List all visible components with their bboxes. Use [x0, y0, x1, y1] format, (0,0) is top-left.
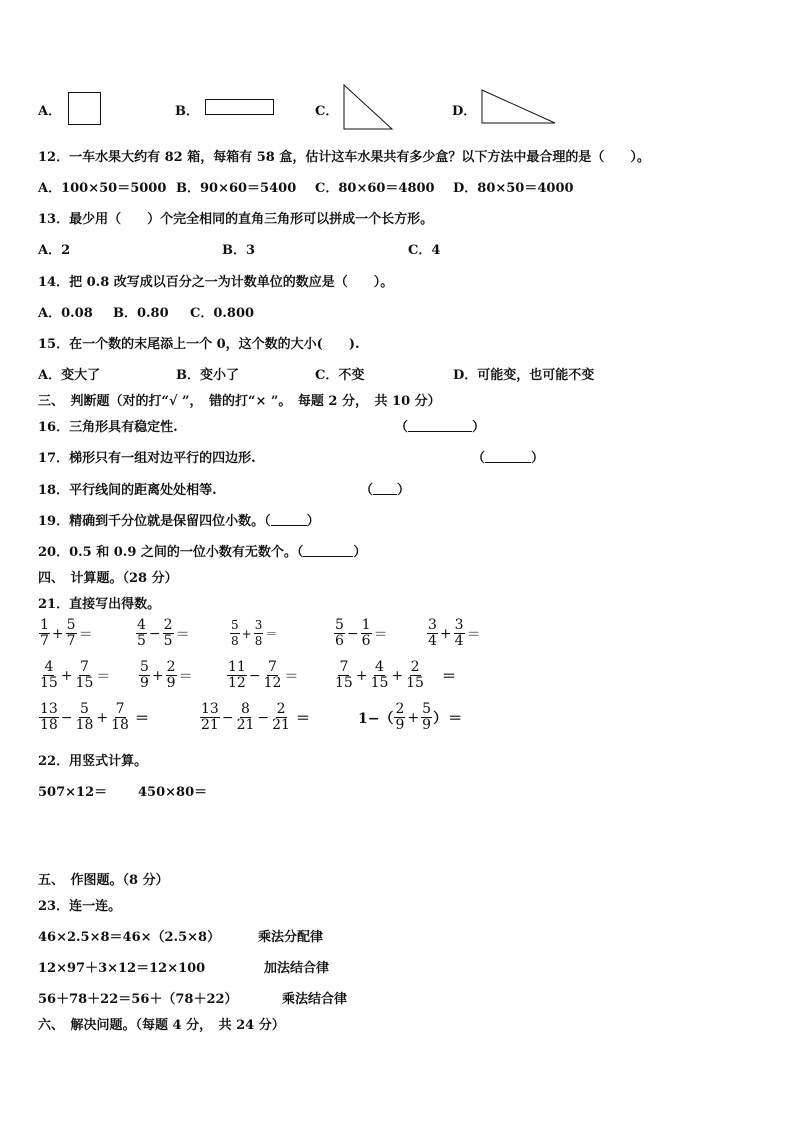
q15-option-a: A．变大了 — [38, 368, 101, 383]
equals-sign: ＝ — [448, 710, 463, 727]
answer-line — [373, 482, 397, 495]
q14-option-a: A．0.08 — [38, 306, 93, 321]
denominator: 18 — [75, 717, 94, 733]
numerator: 11 — [228, 659, 246, 675]
operator: − — [257, 709, 270, 726]
operator: + — [96, 709, 109, 726]
match-left-item[interactable]: 46×2.5×8＝46×（2.5×8） — [38, 930, 221, 945]
equals-sign: ＝ — [78, 626, 93, 643]
fraction-expression — [38, 702, 150, 733]
match-right-item[interactable]: 乘法结合律 — [282, 992, 348, 1007]
operator: + — [439, 625, 452, 642]
numerator: 8 — [241, 701, 250, 717]
paren-open: （ — [472, 451, 486, 466]
q12-option-d: D．80×50＝4000 — [453, 181, 574, 196]
operator: − — [60, 709, 73, 726]
fraction-expression — [426, 618, 482, 649]
denominator: 8 — [254, 634, 263, 648]
q14-option-c: C．0.800 — [190, 306, 255, 321]
numerator: 4 — [44, 659, 54, 675]
operator: + — [391, 667, 404, 684]
denominator: 9 — [422, 717, 432, 733]
operator: + — [60, 667, 73, 684]
denominator: 9 — [166, 675, 176, 691]
equals-sign: ＝ — [295, 710, 310, 727]
q19-text: 19．精确到千分位就是保留四位小数。 — [38, 514, 265, 529]
match-left-item[interactable]: 56＋78＋22＝56＋（78＋22） — [38, 992, 238, 1007]
fraction — [334, 618, 345, 649]
denominator: 18 — [40, 717, 58, 733]
denominator: 7 — [40, 633, 49, 649]
fraction-expression — [138, 660, 194, 691]
fraction — [39, 618, 50, 649]
q19-answer-blank[interactable] — [264, 514, 320, 529]
denominator: 21 — [236, 717, 255, 733]
equals-sign: ＝ — [265, 627, 278, 641]
fraction — [75, 702, 95, 733]
answer-line — [303, 544, 353, 557]
numerator: 5 — [231, 618, 239, 632]
expression-lead: 1−（ — [358, 710, 394, 727]
q15-option-c: C．不变 — [315, 368, 365, 383]
paren-open: （ — [395, 420, 409, 435]
denominator: 6 — [361, 633, 371, 649]
denominator: 4 — [428, 633, 437, 649]
q11-option-c-letter: C． — [315, 104, 339, 119]
fraction — [236, 702, 256, 733]
paren-open: （ — [296, 545, 304, 560]
numerator: 13 — [201, 701, 219, 717]
denominator: 5 — [137, 633, 146, 649]
q23-prompt: 23．连一连。 — [38, 899, 122, 914]
q20-text: 20．0.5 和 0.9 之间的一位小数有无数个。 — [38, 545, 297, 560]
paren-close: ） — [531, 451, 545, 466]
q15-option-b: B．变小了 — [176, 368, 239, 383]
denominator: 12 — [263, 675, 282, 691]
fraction-expression — [229, 618, 278, 649]
fraction — [254, 618, 264, 649]
fraction — [405, 660, 425, 691]
denominator: 9 — [140, 675, 149, 691]
denominator: 9 — [395, 717, 405, 733]
rectangle-icon — [205, 99, 274, 115]
fraction-expression — [135, 618, 191, 649]
q13-option-a: A．2 — [38, 243, 71, 258]
q12-question: 12．一车水果大约有 82 箱，每箱有 58 盒，估计这车水果共有多少盒？以下方法中最合理的是（ ）。 — [38, 150, 650, 165]
paren-close: ） — [397, 483, 411, 498]
fraction-expression — [38, 618, 94, 649]
numerator: 7 — [115, 701, 125, 717]
operator: + — [151, 667, 164, 684]
numerator: 2 — [163, 617, 173, 633]
numerator: 5 — [80, 701, 89, 717]
q21-prompt: 21．直接写出得数。 — [38, 597, 161, 612]
fraction — [227, 660, 247, 691]
expression-tail: ） — [433, 710, 448, 727]
denominator: 15 — [370, 675, 389, 691]
operator: + — [407, 709, 420, 726]
operator: − — [221, 709, 234, 726]
fraction — [75, 660, 95, 691]
q13-option-c: C．4 — [408, 243, 441, 258]
section-3-heading: 三、 判断题（对的打“√ ”， 错的打“× ”。 每题 2 分， 共 10 分） — [38, 394, 441, 409]
denominator: 15 — [40, 675, 58, 691]
denominator: 8 — [231, 634, 239, 648]
numerator: 3 — [428, 617, 437, 633]
match-right-item[interactable]: 乘法分配律 — [258, 930, 324, 945]
denominator: 6 — [335, 633, 344, 649]
equals-sign: ＝ — [466, 626, 481, 643]
q15-question: 15．在一个数的末尾添上一个 0，这个数的大小( ). — [38, 337, 360, 352]
answer-line — [485, 450, 531, 463]
fraction — [39, 660, 59, 691]
fraction-expression — [199, 702, 311, 733]
answer-line — [408, 419, 472, 432]
fraction — [136, 618, 147, 649]
equals-sign: ＝ — [178, 668, 193, 685]
fraction-expression — [333, 618, 389, 649]
numerator: 7 — [339, 659, 349, 675]
q11-option-b-letter: B． — [175, 104, 199, 119]
vertical-calc-2: 450×80＝ — [138, 785, 208, 800]
fraction-expression — [333, 660, 457, 691]
numerator: 4 — [375, 659, 384, 675]
numerator: 13 — [40, 701, 58, 717]
numerator: 1 — [40, 617, 49, 633]
paren-close: ） — [353, 545, 367, 560]
operator: − — [248, 667, 261, 684]
fraction — [334, 660, 354, 691]
equals-sign: ＝ — [96, 668, 111, 685]
fraction-expression — [226, 660, 299, 691]
equals-sign: ＝ — [373, 626, 388, 643]
fraction — [139, 660, 150, 691]
q12-option-a: A．100×50＝5000 — [38, 181, 167, 196]
q16-answer-blank[interactable] — [395, 416, 485, 435]
fraction — [427, 618, 438, 649]
section-4-heading: 四、 计算题。（28 分） — [38, 571, 178, 586]
section-5-heading: 五、 作图题。（8 分） — [38, 873, 169, 888]
operator: − — [346, 625, 359, 642]
operator: − — [148, 625, 161, 642]
fraction-expression — [38, 660, 111, 691]
numerator: 2 — [166, 659, 176, 675]
fraction — [361, 618, 372, 649]
q15-option-d: D．可能变，也可能不变 — [453, 368, 595, 383]
equals-sign: ＝ — [134, 710, 149, 727]
denominator: 15 — [75, 675, 94, 691]
q12-option-b: B．90×60＝5400 — [176, 181, 297, 196]
fraction — [200, 702, 220, 733]
fraction — [394, 702, 405, 733]
q18-statement: 18．平行线间的距离处处相等. — [38, 483, 217, 498]
numerator: 4 — [137, 617, 146, 633]
fraction — [66, 618, 77, 649]
numerator: 7 — [80, 659, 89, 675]
q17-statement: 17．梯形只有一组对边平行的四边形. — [38, 451, 256, 466]
match-left-item[interactable]: 12×97＋3×12＝12×100 — [38, 961, 206, 976]
fraction — [163, 618, 174, 649]
right-triangle-wide-icon — [480, 88, 558, 126]
denominator: 15 — [335, 675, 353, 691]
numerator: 7 — [268, 659, 277, 675]
denominator: 12 — [228, 675, 246, 691]
q16-statement: 16．三角形具有稳定性. — [38, 420, 178, 435]
fraction — [39, 702, 59, 733]
operator: + — [51, 625, 64, 642]
paren-close: ） — [472, 420, 486, 435]
numerator: 5 — [140, 659, 149, 675]
fraction — [370, 660, 390, 691]
operator: + — [241, 626, 252, 641]
answer-line — [271, 513, 307, 526]
numerator: 5 — [66, 617, 76, 633]
paren-open: （ — [360, 483, 374, 498]
q14-question: 14．把 0.8 改写成以百分之一为计数单位的数应是（ ）。 — [38, 275, 394, 290]
numerator: 1 — [361, 617, 371, 633]
fraction — [454, 618, 465, 649]
q11-option-a-letter: A． — [38, 104, 62, 119]
numerator: 2 — [395, 701, 405, 717]
denominator: 21 — [272, 717, 290, 733]
equals-sign: ＝ — [175, 626, 190, 643]
fraction — [110, 702, 130, 733]
q13-option-b: B．3 — [222, 243, 256, 258]
paren-open: （ — [264, 514, 271, 529]
numerator: 3 — [254, 618, 263, 632]
q18-answer-blank[interactable] — [360, 479, 410, 498]
operator: + — [355, 667, 368, 684]
q17-answer-blank[interactable] — [472, 447, 544, 466]
fraction-expression — [358, 702, 463, 733]
q20-statement — [38, 541, 366, 560]
q22-prompt: 22．用竖式计算。 — [38, 754, 148, 769]
fraction — [263, 660, 283, 691]
q11-option-d-letter: D． — [452, 104, 477, 119]
equals-sign: ＝ — [284, 668, 299, 685]
vertical-calc-1: 507×12＝ — [38, 785, 108, 800]
numerator: 5 — [335, 617, 344, 633]
section-6-heading: 六、 解决问题。（每题 4 分， 共 24 分） — [38, 1018, 285, 1033]
denominator: 18 — [111, 717, 129, 733]
q12-option-c: C．80×60＝4800 — [315, 181, 435, 196]
q14-option-b: B．0.80 — [113, 306, 169, 321]
numerator: 2 — [410, 659, 420, 675]
paren-close: ） — [306, 514, 320, 529]
numerator: 3 — [454, 617, 464, 633]
denominator: 4 — [454, 633, 464, 649]
match-right-item[interactable]: 加法结合律 — [264, 961, 330, 976]
fraction — [271, 702, 291, 733]
numerator: 2 — [276, 701, 286, 717]
q20-answer-blank[interactable] — [297, 545, 367, 560]
square-icon — [68, 92, 101, 125]
denominator: 5 — [163, 633, 173, 649]
denominator: 7 — [66, 633, 76, 649]
fraction — [230, 618, 240, 649]
fraction — [166, 660, 177, 691]
q19-statement — [38, 510, 320, 529]
numerator: 5 — [422, 701, 432, 717]
right-triangle-tall-icon — [342, 83, 394, 131]
equals-sign: ＝ — [441, 668, 456, 685]
denominator: 21 — [201, 717, 219, 733]
denominator: 15 — [406, 675, 424, 691]
fraction — [421, 702, 432, 733]
q13-question: 13．最少用（ ）个完全相同的直角三角形可以拼成一个长方形。 — [38, 212, 434, 227]
